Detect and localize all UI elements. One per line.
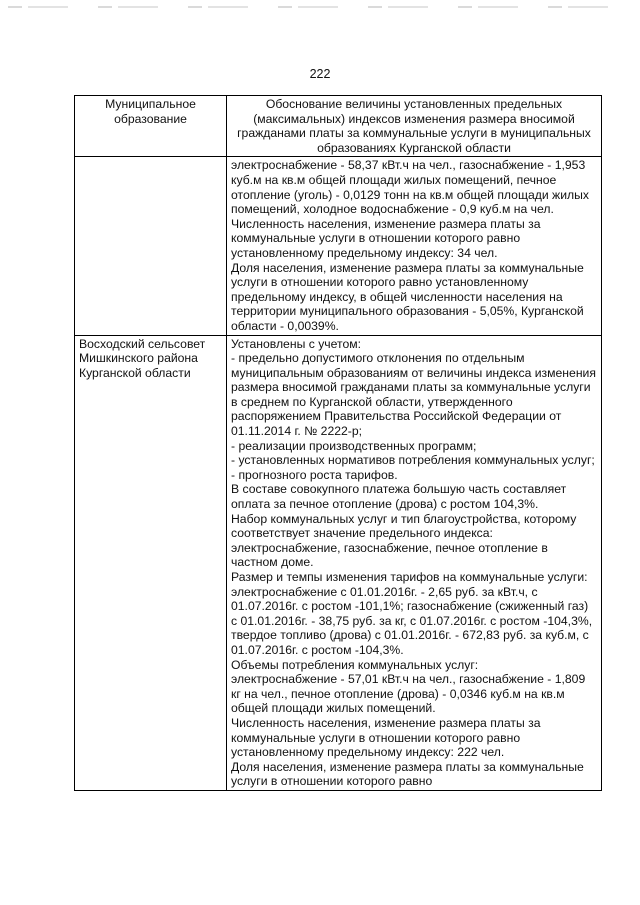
text-line: Установлены с учетом:: [231, 336, 361, 351]
justification-cell: [227, 157, 602, 335]
table-row: [75, 335, 602, 790]
scan-artifact: [8, 6, 632, 8]
text-line: Объемы потребления коммунальных услуг:: [231, 657, 479, 672]
text-line: В составе совокупного платежа большую часть составляет оплата за печное отопление (дрова) с ростом 104,3%.: [231, 482, 567, 512]
text-line: Размер и темпы изменения тарифов на коммунальные услуги:: [231, 570, 588, 584]
text-line: Набор коммунальных услуг и тип благоустройства, которому соответствует значение предельного индекса: электроснабжение, газоснабжение, печное отопление в частном доме.: [231, 511, 577, 570]
text-line: Доля населения, изменение размера платы за коммунальные услуги в отношении которого равно установленному предельному индексу, в общей численности населения на территории муниципального образования - 5,05%, Курганской области - 0,0039%.: [231, 260, 584, 333]
text-line: Численность населения, изменение размера платы за коммунальные услуги в отношении которого равно установленному предельному индексу: 34 чел.: [231, 216, 541, 260]
text-line: электроснабжение - 57,01 кВт.ч на чел., газоснабжение - 1,809 кг на чел., печное отопление (дрова) - 0,0346 куб.м на кв.м общей площади жилых помещений.: [231, 672, 586, 716]
header-justification: Обоснование величины установленных предельных (максимальных) индексов изменения размера вносимой гражданами платы за коммунальные услуги в муниципальных образованиях Курганской области: [227, 96, 602, 157]
municipality-cell: [75, 157, 227, 335]
table-row: [75, 157, 602, 335]
header-municipality: Муниципальное образование: [75, 96, 227, 157]
text-line: электроснабжение с 01.01.2016г. - 2,65 руб. за кВт.ч, с 01.07.2016г. с ростом -101,1%; газоснабжение (сжиженный газ) с 01.01.2016г. - 38,75 руб. за кг, с 01.07.2016г. с ростом -104,3%, твердое топливо (дрова) с 01.01.2016г. - 672,83 руб. за куб.м, с 01.07.2016г. с ростом -104,3%.: [231, 584, 593, 657]
text-line: Доля населения, изменение размера платы за коммунальные услуги в отношении которого равно: [231, 759, 584, 789]
table-header-row: [75, 96, 602, 157]
justification-cell: [227, 335, 602, 790]
text-line: электроснабжение - 58,37 кВт.ч на чел., газоснабжение - 1,953 куб.м на кв.м общей площади жилых помещений, печное отопление (уголь) - 0,0129 тонн на кв.м общей площади жилых помещений, холодное водоснабжение - 0,9 куб.м на чел.: [231, 158, 589, 217]
text-line: - прогнозного роста тарифов.: [231, 467, 398, 482]
text-line: Численность населения, изменение размера платы за коммунальные услуги в отношении которого равно установленному предельному индексу: 222 чел.: [231, 715, 541, 760]
text-line: - реализации производственных программ;: [231, 438, 477, 453]
tariff-justification-table: [74, 95, 602, 791]
text-line: - установленных нормативов потребления коммунальных услуг;: [231, 453, 595, 468]
page-number: 222: [309, 67, 331, 81]
text-line: - предельно допустимого отклонения по отдельным муниципальным образованиям от величины индекса изменения размера вносимой гражданами платы за коммунальные услуги в среднем по Курганской области, утвержденного распоряжением Правительства Российской Федерации от 01.11.2014 г. № 2222-р;: [231, 351, 596, 439]
municipality-cell: Восходский сельсовет Мишкинского района Курганской области: [75, 335, 227, 790]
